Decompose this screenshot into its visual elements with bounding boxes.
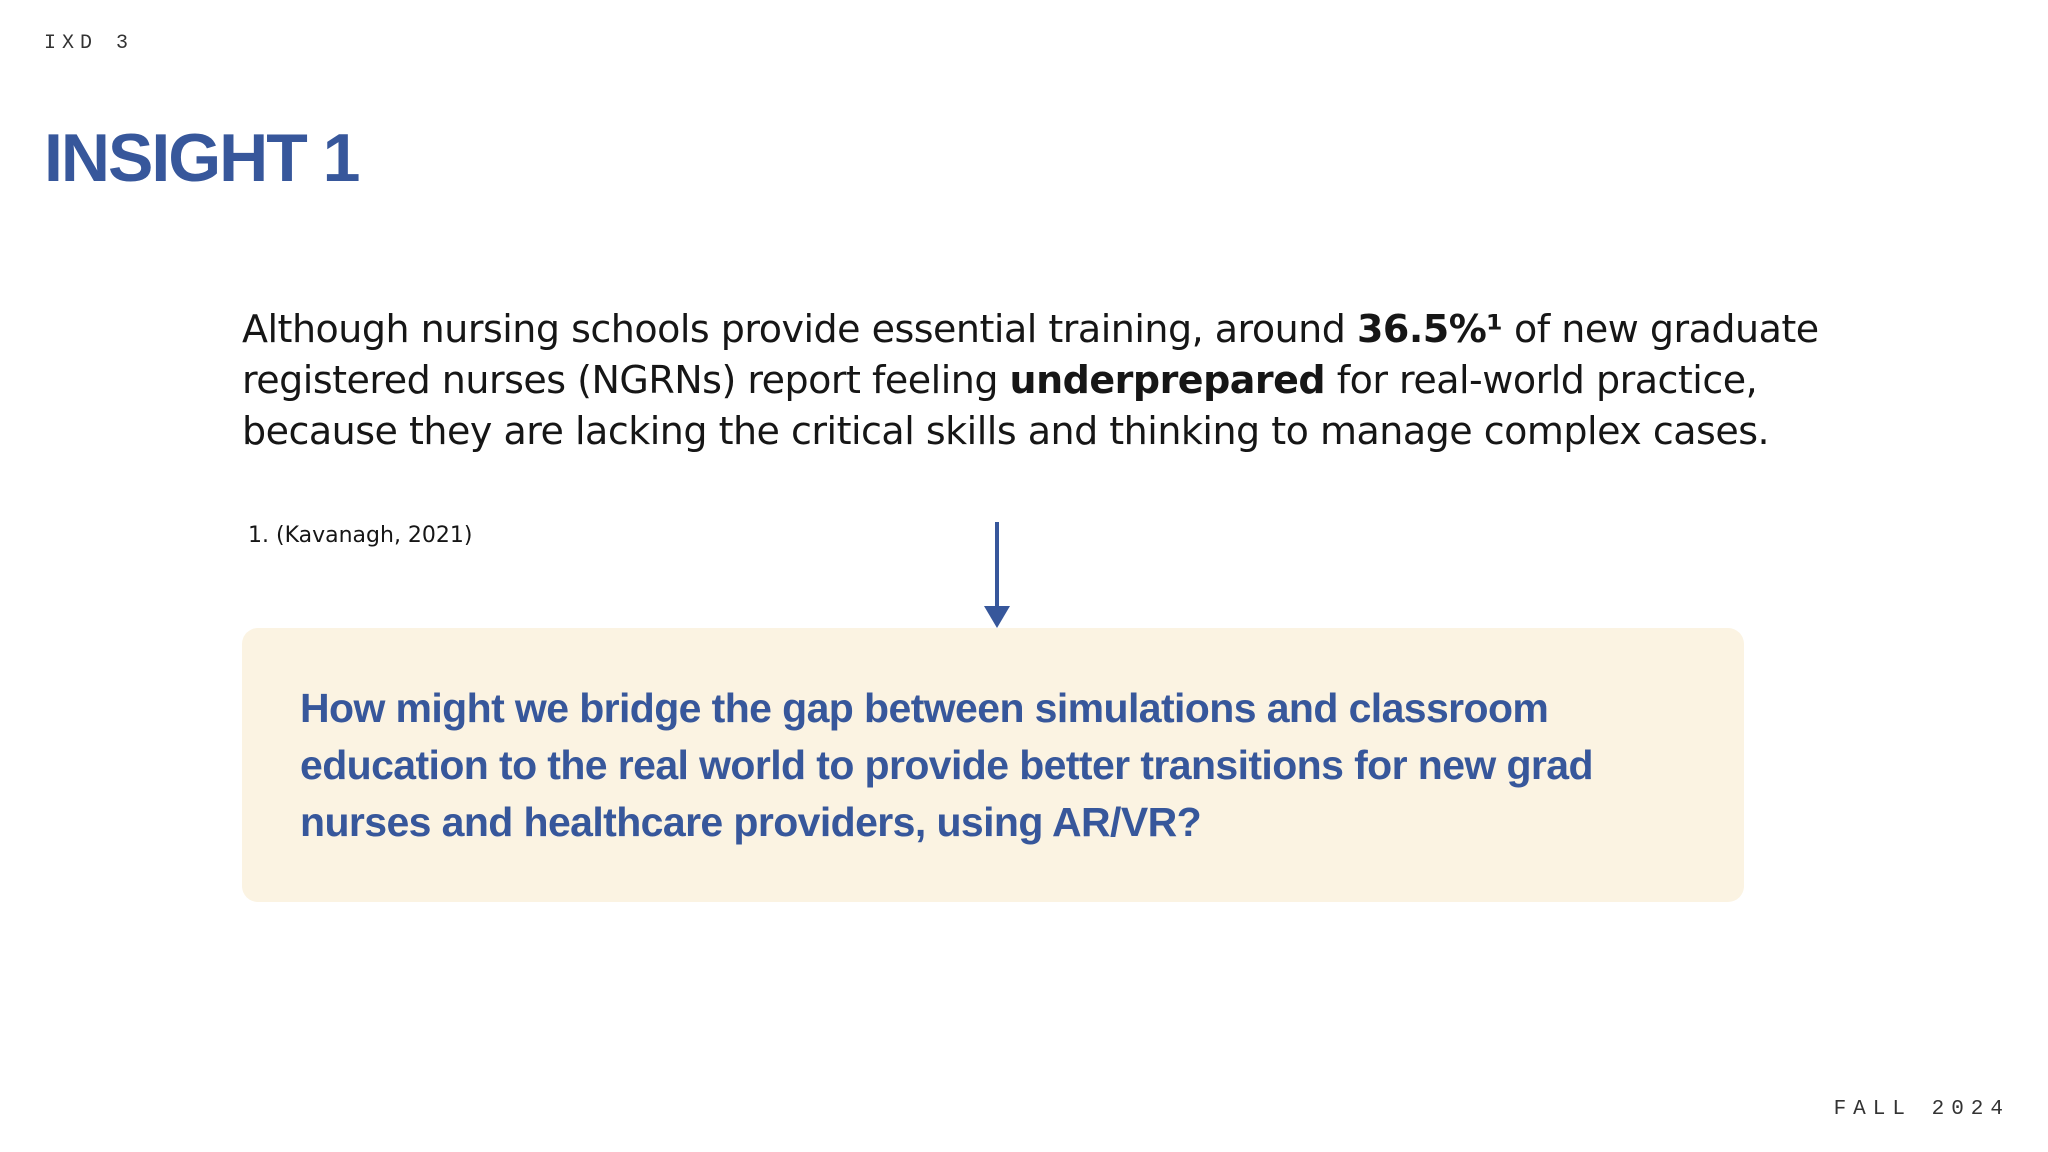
arrow-down-icon — [982, 522, 1012, 628]
insight-text-middle: of new graduate registered nurses (NGRNs) report feeling — [242, 307, 1819, 402]
how-might-we-card — [242, 628, 1744, 902]
how-might-we-question: How might we bridge the gap between simulations and classroom education to the real world to provide better transitions for new grad nurses and healthcare providers, using AR/VR? — [300, 685, 1593, 845]
insight-statistic: 36.5%¹ — [1356, 307, 1503, 351]
footnote — [248, 522, 473, 550]
insight-text-end: for real-world practice, because they are lacking the critical skills and thinking to manage complex cases. — [242, 358, 1770, 453]
insight-statement — [242, 304, 1822, 457]
footnote-citation: (Kavanagh, 2021) — [276, 523, 473, 548]
footnote-number: 1. — [248, 523, 269, 548]
page-title: INSIGHT 1 — [44, 120, 359, 196]
insight-emphasis: underprepared — [1009, 358, 1326, 402]
insight-text-lead: Although nursing schools provide essential training, around — [242, 307, 1357, 351]
term-label: FALL 2024 — [1833, 1098, 2010, 1121]
course-label: IXD 3 — [44, 32, 135, 55]
